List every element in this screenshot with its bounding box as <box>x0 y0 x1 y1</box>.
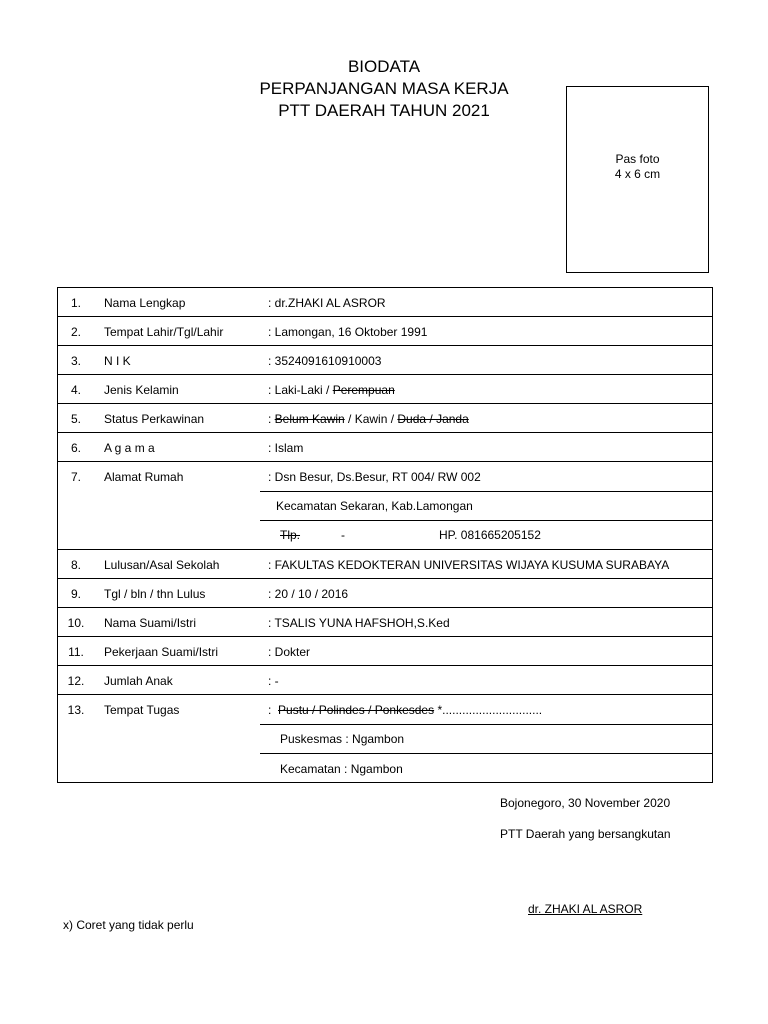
photo-box <box>566 86 709 273</box>
row-label: Pekerjaan Suami/Istri <box>104 645 219 659</box>
address-line-2: Kecamatan Sekaran, Kab.Lamongan <box>276 499 473 513</box>
struck-option: Pustu / Polindes / Ponkesdes <box>278 703 435 717</box>
signatory-role: PTT Daerah yang bersangkutan <box>500 827 671 841</box>
table-row-tempat-lahir <box>58 317 712 346</box>
inner-divider <box>260 491 712 492</box>
table-row-alamat <box>58 462 712 550</box>
table-row-jumlah-anak <box>58 666 712 695</box>
table-row-agama <box>58 433 712 462</box>
value-prefix: : <box>268 703 275 717</box>
inner-divider <box>260 753 712 754</box>
row-value <box>268 412 469 426</box>
row-label: Status Perkawinan <box>104 412 205 426</box>
row-value <box>268 383 395 397</box>
row-value: : Islam <box>268 441 304 455</box>
row-value: : Lamongan, 16 Oktober 1991 <box>268 325 428 339</box>
value-prefix: : Laki-Laki / <box>268 383 333 397</box>
row-label: Jumlah Anak <box>104 674 173 688</box>
tlp-value: - <box>341 528 345 542</box>
struck-option: Perempuan <box>332 383 395 397</box>
row-number: 3. <box>70 354 81 368</box>
row-label: Tempat Lahir/Tgl/Lahir <box>104 325 224 339</box>
row-value: : - <box>268 674 279 688</box>
row-value: : Dsn Besur, Ds.Besur, RT 004/ RW 002 <box>268 470 481 484</box>
table-row-pekerjaan-suami-istri <box>58 637 712 666</box>
row-value: : 20 / 10 / 2016 <box>268 587 349 601</box>
table-row-nama-suami-istri <box>58 608 712 637</box>
hp-number: HP. 081665205152 <box>439 528 541 542</box>
title-ptt-daerah: PTT DAERAH TAHUN 2021 <box>278 101 490 120</box>
row-number: 4. <box>70 383 81 397</box>
row-number: 7. <box>70 470 81 484</box>
row-value: : FAKULTAS KEDOKTERAN UNIVERSITAS WIJAYA KUSUMA SURABAYA <box>268 558 670 572</box>
place-date: Bojonegoro, 30 November 2020 <box>500 796 671 810</box>
row-label: Lulusan/Asal Sekolah <box>104 558 220 572</box>
inner-divider <box>260 520 712 521</box>
photo-placeholder-text <box>567 152 708 182</box>
signature-name: dr. ZHAKI AL ASROR <box>528 902 643 916</box>
row-label: Nama Suami/Istri <box>104 616 197 630</box>
table-row-nik <box>58 346 712 375</box>
row-number: 12. <box>67 674 85 688</box>
tlp-label: Tlp. <box>280 528 301 542</box>
table-row-tgl-lulus <box>58 579 712 608</box>
inner-divider <box>260 724 712 725</box>
row-number: 11. <box>68 645 84 659</box>
struck-option: Duda / Janda <box>397 412 469 426</box>
photo-label: Pas foto <box>615 152 660 166</box>
struck-option: Belum Kawin <box>274 412 345 426</box>
footnote: x) Coret yang tidak perlu <box>63 918 194 932</box>
table-row-jenis-kelamin <box>58 375 712 404</box>
row-label: Jenis Kelamin <box>104 383 179 397</box>
row-number: 6. <box>70 441 81 455</box>
row-label: N I K <box>104 354 131 368</box>
value-suffix: *.............................. <box>434 703 543 717</box>
kecamatan-line: Kecamatan : Ngambon <box>280 762 403 776</box>
row-number: 8. <box>70 558 81 572</box>
row-number: 2. <box>70 325 81 339</box>
row-label: Tempat Tugas <box>104 703 180 717</box>
row-value: : 3524091610910003 <box>268 354 382 368</box>
row-number: 13. <box>67 703 85 717</box>
row-label: Tgl / bln / thn Lulus <box>104 587 206 601</box>
value-middle: / Kawin / <box>344 412 398 426</box>
row-number: 1. <box>70 296 81 310</box>
title-biodata: BIODATA <box>347 57 421 76</box>
value-prefix: : <box>268 412 275 426</box>
row-number: 5. <box>70 412 81 426</box>
row-label: Nama Lengkap <box>104 296 186 310</box>
row-value <box>268 703 542 717</box>
biodata-table <box>57 287 713 783</box>
row-label: A g a m a <box>104 441 155 455</box>
row-value: : dr.ZHAKI AL ASROR <box>268 296 386 310</box>
table-row-lulusan <box>58 550 712 579</box>
puskesmas-line: Puskesmas : Ngambon <box>280 732 405 746</box>
row-number: 9. <box>70 587 81 601</box>
row-value: : TSALIS YUNA HAFSHOH,S.Ked <box>268 616 450 630</box>
table-row-status-perkawinan <box>58 404 712 433</box>
photo-size: 4 x 6 cm <box>614 167 661 181</box>
row-value: : Dokter <box>268 645 311 659</box>
row-label: Alamat Rumah <box>104 470 184 484</box>
table-row-tempat-tugas <box>58 695 712 782</box>
row-number: 10. <box>67 616 85 630</box>
title-perpanjangan: PERPANJANGAN MASA KERJA <box>259 79 509 98</box>
table-row-nama <box>58 288 712 317</box>
